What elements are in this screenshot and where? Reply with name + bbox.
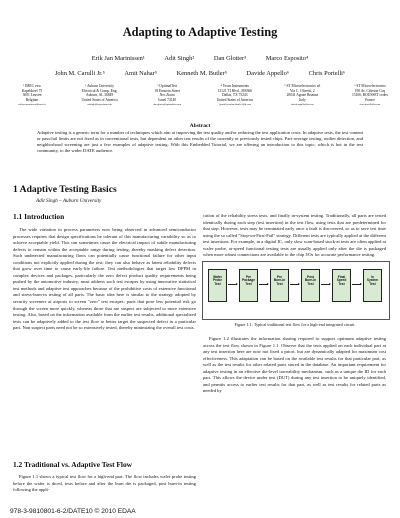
affiliations: [5, 84, 397, 106]
affiliation-email[interactable]: erik.jan.marinissen@imec.be: [18, 103, 46, 107]
affiliation-line: ⁶ ST Microelectronics: [354, 84, 386, 88]
affiliation-email[interactable]: davide.appello@st.com: [291, 103, 314, 107]
affiliation-line: Italy: [299, 97, 306, 102]
stage-label: Test: [214, 281, 221, 286]
section-author: Adit Singh – Auburn University: [36, 198, 102, 204]
affiliation-email[interactable]: chris.portelli@st.com: [359, 103, 381, 107]
stage-label: Probe: [212, 278, 223, 283]
affiliation: [140, 84, 194, 106]
stage-label: Burn-In: [304, 278, 317, 283]
flow-stage: [239, 269, 258, 302]
right-column-top: [203, 213, 386, 259]
test-flow-figure: [202, 261, 390, 320]
right-column-bottom: [203, 336, 386, 395]
affiliation-line: ⁵ ST Microelectronics srl: [284, 84, 321, 88]
affiliation-email[interactable]: dan.glotter@optimaltest.com: [153, 103, 182, 107]
affiliation-line: ² Auburn University: [85, 84, 114, 88]
stage-label: Pre: [276, 275, 283, 279]
flow-arrow: [259, 284, 268, 285]
paper-title: Adapting to Adaptive Testing: [122, 25, 278, 39]
stage-label: Final: [337, 275, 346, 279]
affiliation-line: Electrical & Comp. Eng.: [81, 88, 118, 93]
affiliation: [73, 84, 127, 106]
flow-stage: [301, 269, 320, 302]
flow-stage: [332, 269, 351, 302]
affiliation-email[interactable]: adsingh@eng.auburn.edu: [87, 103, 112, 107]
author-name: Erik Jan Marinissen¹: [91, 55, 145, 62]
stage-label: Test: [338, 281, 345, 286]
flow-stage: [270, 269, 289, 302]
author-name: Marco Esposito⁴: [265, 55, 309, 62]
flow-arrow: [352, 284, 361, 285]
affiliation: [275, 84, 329, 106]
figure-caption: Figure 1.1: Typical traditional test flow for a high-end integrated circuit.: [234, 322, 356, 327]
flow-paragraph: [13, 474, 196, 494]
author-name: John M. Carulli Jr.⁵: [54, 70, 105, 77]
author-name: Amit Nahar⁵: [124, 70, 157, 77]
author-name: Adit Singh²: [164, 55, 195, 62]
stage-label: System: [366, 278, 379, 283]
affiliation-email[interactable]: {jcarulli,a-nahar,kbutler}@ti.com: [218, 103, 251, 107]
affiliation-line: 3001 Leuven: [22, 93, 42, 98]
stage-label: Speed: [336, 278, 347, 283]
flow-arrow: [290, 284, 299, 285]
authors-line-1: [6, 55, 394, 62]
affiliation-line: Auburn, AL 36849: [86, 93, 114, 98]
section-title: 1 Adaptive Testing Basics: [13, 184, 117, 195]
stage-label: Test: [245, 281, 252, 286]
affiliation: [5, 84, 59, 106]
affiliation-line: Belgium: [25, 97, 39, 102]
subsection-title: 1.1 Introduction: [13, 212, 65, 221]
affiliation-line: Via C. Olivetti, 2: [290, 88, 315, 93]
affiliation: [208, 84, 262, 106]
affiliation-line: France: [365, 97, 375, 102]
stage-label: Test: [369, 281, 376, 286]
affiliation: [343, 84, 397, 106]
affiliation-line: ¹ IMEC vzw: [23, 84, 41, 88]
author-name: Kenneth M. Butler⁵: [176, 70, 227, 77]
stage-label: Wafer: [213, 275, 222, 279]
abstract-text: Adaptive testing is a generic term for a number of techniques which aim at improving the test quality and/or reducing the test application costs. In adaptive tests, the test content or pass/fail limits are not fixed as in conventional tests, but dependent on other test results of the currently or previously tested chips. Part-average testing, outlier detection, and neighborhood screening are just a few examples of adaptive testing. With this Embedded Tutorial, we are offering an introduction to this topic, which is hot in the test community, to the wider DATE audience.: [37, 130, 363, 154]
affiliation-line: ³ OptimalTest: [157, 84, 178, 88]
stage-label: Post: [307, 275, 314, 279]
author-name: Chris Portelli⁶: [308, 70, 346, 77]
affiliation-line: 18 Einstein Street: [154, 88, 180, 93]
paragraph-text: cation of the reliability stress tests, and finally in-system testing. Traditionally, all parts are tested identically during each step (test insertion) in the test flow, using tests that are predetermined for that step. However, tests may be terminated early once a fault is discovered, so as to save test time using the so called "Stop-on-First-Fail" strategy. Different tests are typically applied at the different test insertions. For example, in a digital IC, only slow scan-based stuck-at tests are often applied at wafer probe, at-speed functional testing tests are usually applied only after the die is packaged when more robust connections are available to the chip I/Os for accurate performance testing.: [203, 213, 386, 258]
copyright-footer: 978-3-9810801-6-2/DATE10 © 2010 EDAA: [10, 508, 136, 515]
flow-arrow: [321, 284, 330, 285]
stage-label: Test: [276, 281, 283, 286]
author-name: Davide Appello⁶: [246, 70, 290, 77]
affiliation-line: ⁴ Texas Instruments: [220, 84, 249, 88]
stage-label: Test: [307, 281, 314, 286]
affiliation-line: Nes Ziona: [159, 93, 175, 98]
paragraph-text: Figure 1.2 illustrates the information sharing required to support optimum adaptive testing across the test flow shown in Figure 1.1. Observe that the tests applied on each individual part at any test insertion here are now not fixed a priori, but are dynamically adapted for maximum cost effectiveness. This adaptation can be based on the available test results for that particular part, as well as the test results for other related parts stored in the database. An important requirement for adaptive testing in an effective die-level traceability mechanism, such as a unique die ID for each part. This allows the device under test (DUT) during any test insertion to be uniquely identified, and permits access to earlier test results for that part, as well as test results for related parts as needed by: [203, 336, 386, 394]
affiliation-line: 13121 TI Blvd., MS366: [217, 88, 252, 93]
abstract-heading: Abstract: [189, 123, 211, 129]
affiliation-line: Dallas, TX 75243: [221, 93, 248, 98]
affiliation-line: Kapeldreef 75: [21, 88, 43, 93]
affiliation-line: 190 Av. Célestin Coq: [354, 88, 386, 93]
stage-label: Pre: [245, 275, 252, 279]
subsection-title: 1.2 Traditional vs. Adaptive Test Flow: [13, 460, 133, 469]
affiliation-line: Israel 74140: [158, 97, 177, 102]
paragraph-text: The wide variation in process parameters now being observed in advanced semiconductor processes requires that design specifications be tolerant of this manufacturing variability so as to achieve acceptable yield. This can sometimes cause the electrical impact of subtle manufacturing defects to remain within the acceptable range during testing, thereby masking defect detection. Such undetected manufacturing flaws can potentially cause functional failure for other input conditions not explicitly applied during the test; they can also behave as latent reliability defects that grow over time to cause early-life failure. Test methodologies that target low DPPM in complex devices and packages, particularly the zero defect product quality requirements being pushed by the automotive industry, must address such test escapes by using innovative statistical test methods and adaptive test approaches because of the prohibitive costs of extensive functional and stress-burn-in testing of all parts. The basic idea here is similar to the strategy adopted by security screeners at airports to screen "zero" test escapes: parts that pose less potential risk go through the screen more quickly, whereas those that are suspect are subjected to more extensive testing. Also, based on the information available from the earlier test results, additional specialized tests can be adaptively added to the test flow to better target the suspected defect in a particular part. Non suspect parts need not be so extensively tested, thereby minimizing the overall test costs.: [13, 227, 196, 331]
affiliation-line: United States of America: [216, 97, 253, 102]
authors-line-2: [6, 70, 394, 77]
author-name: Dan Glotter³: [213, 55, 247, 62]
stage-label: Burn-In: [273, 278, 286, 283]
affiliation-line: 13106, ROUSSET cedex: [351, 93, 388, 98]
affiliation-line: 20041 Agrate Brianza: [286, 93, 319, 98]
flow-arrow: [228, 284, 237, 285]
intro-paragraph: [13, 227, 196, 332]
paragraph-text: Figure 1.1 shows a typical test flow for a high-end part. The flow includes wafer probe testing before the wafer is diced, tests before and after the burn die is packaged, post burn-in testing following the appli-: [13, 474, 196, 493]
flow-stage: [208, 269, 227, 302]
affiliation-line: United States of America: [81, 97, 118, 102]
stage-label: In: [371, 275, 374, 279]
flow-stage: [363, 269, 382, 302]
stage-label: Package: [242, 278, 255, 283]
